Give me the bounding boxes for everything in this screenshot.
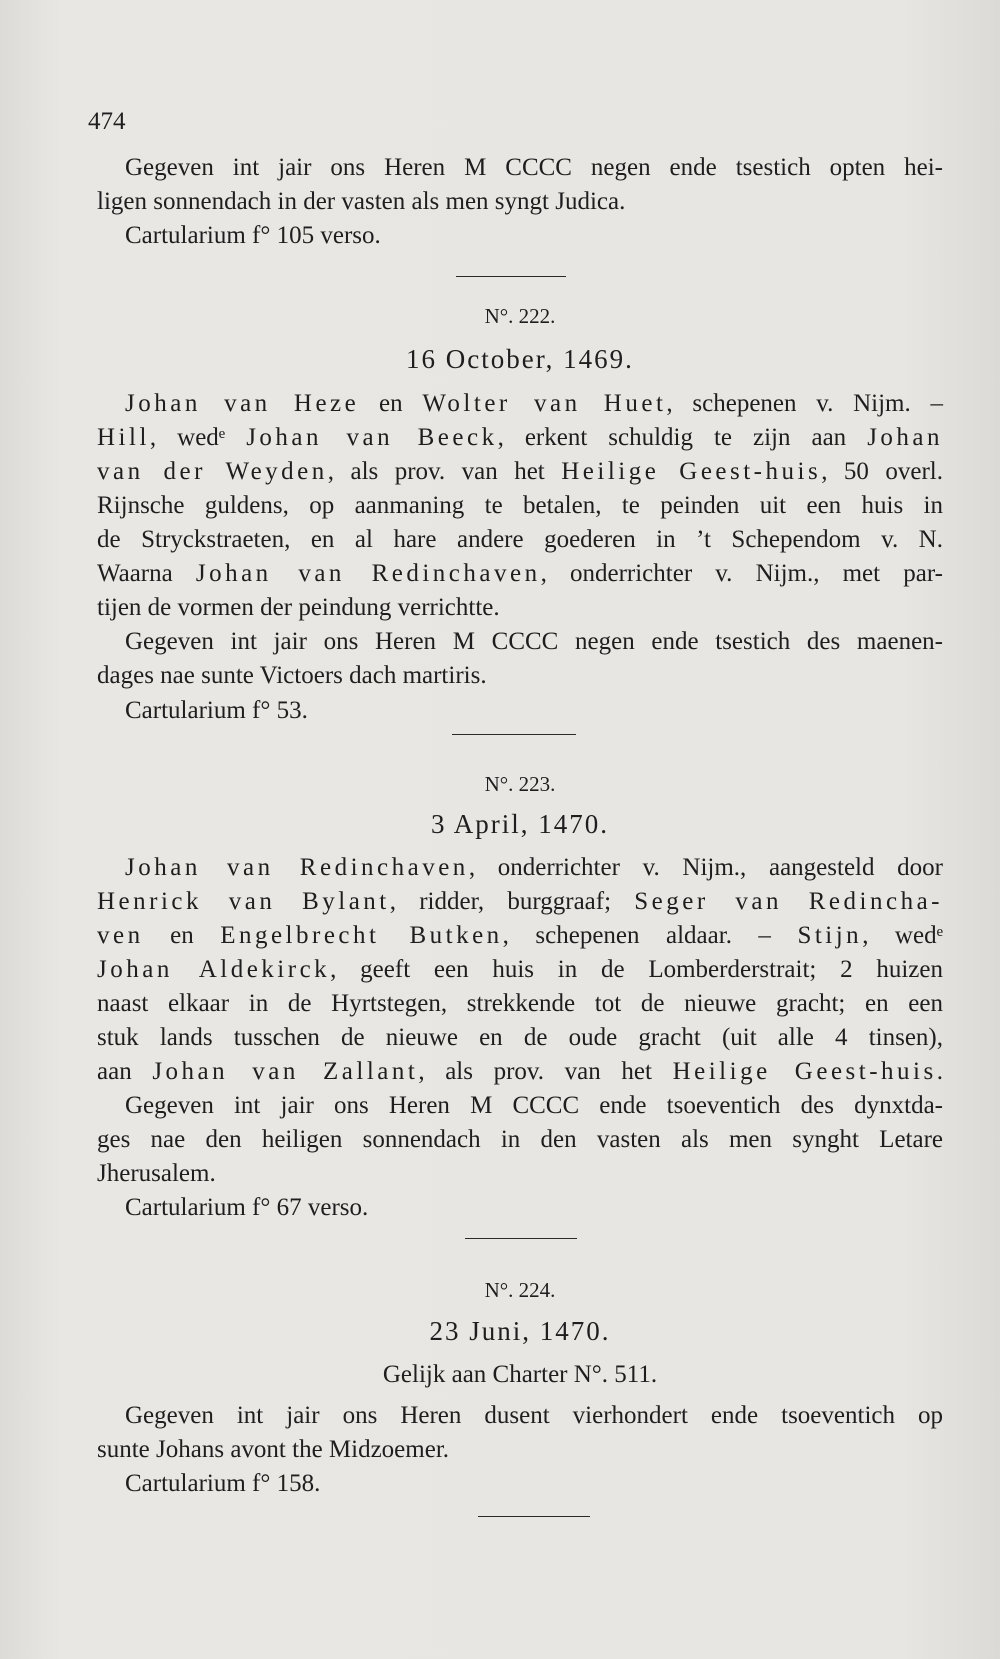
dating-line: Gegeven int jair ons Heren M CCCC negen ende tsestich des maenen-	[125, 628, 943, 655]
dating-line: ges nae den heiligen sonnendach in den vasten als men synght Letare	[97, 1126, 943, 1153]
separator-rule	[478, 1516, 590, 1517]
summary-line	[97, 456, 943, 488]
source-reference: Cartularium f° 158.	[125, 1470, 321, 1497]
text-run: , schepenen aldaar. –	[502, 922, 798, 949]
summary-line: stuk lands tusschen de nieuwe en de oude gracht (uit alle 4 tinsen),	[97, 1024, 943, 1051]
summary-line: naast elkaar in de Hyrtstegen, strekkende tot de nieuwe gracht; en een	[97, 990, 943, 1017]
text-run: en	[359, 390, 423, 417]
dating-line: Jherusalem.	[97, 1160, 216, 1187]
institution-name: Heilige Geest-huis	[561, 458, 822, 485]
person-name: Johan	[867, 424, 944, 451]
entry-date: 16 October, 1469.	[406, 344, 634, 374]
page-number: 474	[88, 108, 126, 135]
text-run: , als prov. van het	[327, 458, 562, 485]
text-run: aan	[97, 1058, 153, 1085]
person-name: Henrick van Bylant	[97, 888, 390, 915]
summary-line: de Stryckstraeten, en al hare andere goederen in ’t Schependom v. N.	[97, 526, 943, 553]
entry-date: 23 Juni, 1470.	[429, 1316, 611, 1346]
person-name: Seger van Redincha-	[634, 888, 943, 915]
dating-line: Gegeven int jair ons Heren M CCCC ende tsoeventich des dynxtda-	[125, 1092, 943, 1119]
source-reference: Cartularium f° 105 verso.	[125, 222, 381, 249]
summary-line	[97, 558, 943, 590]
person-name: Johan Aldekirck	[97, 956, 331, 983]
person-name: Johan van Beeck	[246, 424, 498, 451]
text-run: , 50 overl.	[821, 458, 943, 485]
text-run: , ridder, burggraaf;	[389, 888, 635, 915]
reference-line: Gelijk aan Charter N°. 511.	[382, 1361, 658, 1388]
person-name: Johan van Zallant	[152, 1058, 419, 1085]
text-run: , wedᵉ	[149, 424, 247, 451]
text-run: , onderrichter v. Nijm., aangesteld door	[468, 854, 943, 881]
person-name: Stijn	[797, 922, 863, 949]
dating-line: Gegeven int jair ons Heren M CCCC negen ende tsestich opten hei-	[125, 154, 943, 181]
separator-rule	[456, 276, 566, 277]
summary-line: Rijnsche guldens, op aanmaning te betalen, te peinden uit een huis in	[97, 492, 943, 519]
person-name: Engelbrecht Butken	[220, 922, 503, 949]
summary-line	[97, 1056, 943, 1088]
entry-date: 3 April, 1470.	[430, 809, 609, 839]
text-run: , schepenen v. Nijm. –	[666, 390, 943, 417]
person-name: Johan van Redinchaven	[125, 854, 469, 881]
person-name: van der Weyden	[97, 458, 328, 485]
text-run: , erkent schuldig te zijn aan	[497, 424, 868, 451]
entry-number: N°. 223.	[484, 772, 556, 796]
summary-line	[97, 886, 943, 918]
text-run: Waarna	[97, 560, 196, 587]
dating-line: sunte Johans avont the Midzoemer.	[97, 1436, 450, 1463]
summary-line	[97, 954, 943, 986]
person-name: Hill	[97, 424, 150, 451]
text-run: , wedᵉ	[862, 922, 943, 949]
summary-line	[97, 422, 943, 454]
source-reference: Cartularium f° 53.	[125, 697, 308, 724]
summary-line	[97, 920, 943, 952]
text-run: .	[936, 1058, 943, 1085]
text-run: en	[143, 922, 221, 949]
entry-number: N°. 224.	[484, 1278, 556, 1302]
institution-name: Heilige Geest-huis	[672, 1058, 937, 1085]
entry-number: N°. 222.	[484, 304, 556, 328]
text-run: , geeft een huis in de Lomberderstrait; 2 huizen	[330, 956, 943, 983]
separator-rule	[452, 734, 576, 735]
person-name: Johan van Heze	[125, 390, 360, 417]
summary-line	[125, 388, 943, 420]
summary-line: tijen de vormen der peindung verrichtte.	[97, 594, 500, 621]
dating-line: ligen sonnendach in der vasten als men syngt Judica.	[97, 188, 626, 215]
dating-line: dages nae sunte Victoers dach martiris.	[97, 662, 487, 689]
dating-line: Gegeven int jair ons Heren dusent vierhondert ende tsoeventich op	[125, 1402, 943, 1429]
source-reference: Cartularium f° 67 verso.	[125, 1194, 369, 1221]
text-run: , onderrichter v. Nijm., met par-	[540, 560, 943, 587]
summary-line	[125, 852, 943, 884]
person-name: Wolter van Huet	[422, 390, 667, 417]
person-name: ven	[97, 922, 144, 949]
text-run: , als prov. van het	[418, 1058, 673, 1085]
separator-rule	[465, 1238, 577, 1239]
person-name: Johan van Redinchaven	[195, 560, 541, 587]
